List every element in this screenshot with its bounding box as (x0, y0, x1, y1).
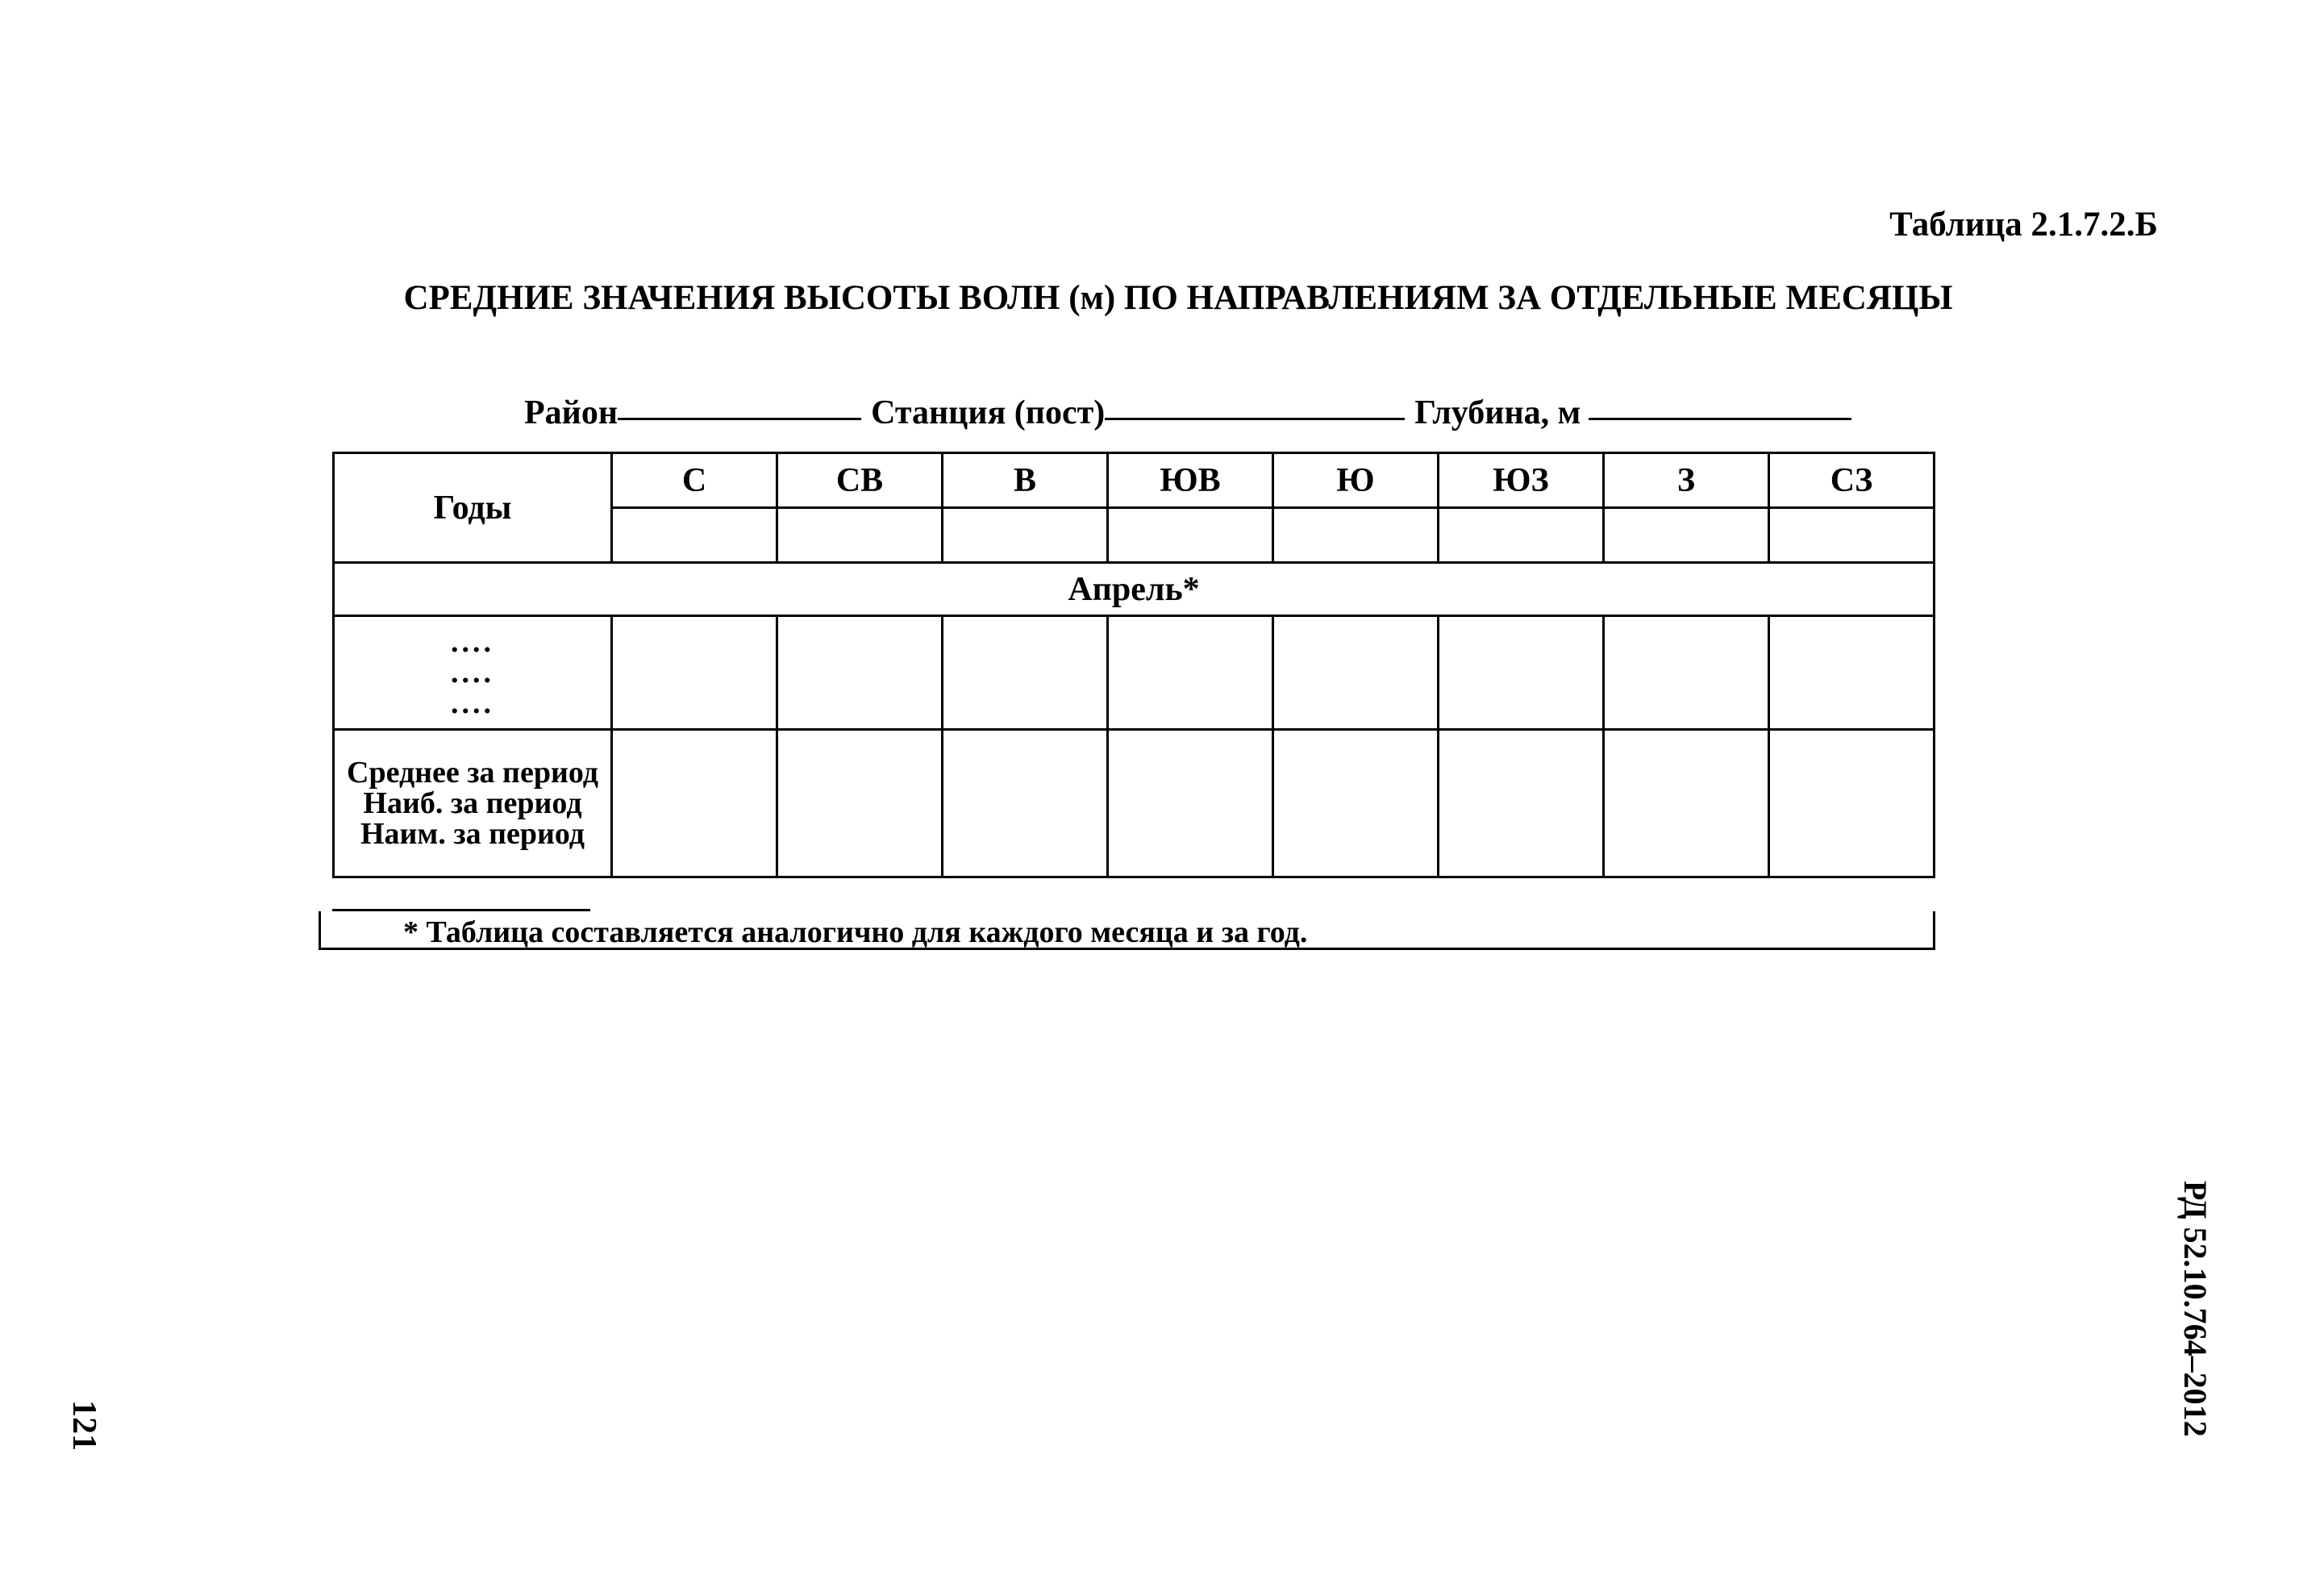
wave-height-table (332, 452, 1935, 878)
table-number: Таблица 2.1.7.2.Б (1889, 206, 2158, 244)
empty-cell (1439, 616, 1604, 730)
empty-cell (943, 616, 1108, 730)
empty-cell (612, 730, 777, 877)
years-header: Годы (334, 453, 612, 563)
station-label: Станция (пост) (871, 394, 1106, 431)
footnote-separator (332, 909, 590, 911)
empty-cell (1108, 730, 1273, 877)
empty-cell (1604, 730, 1769, 877)
directions-header-row (334, 453, 1935, 508)
direction-header: СВ (777, 453, 943, 508)
ellipsis: .... (451, 686, 494, 720)
years-data-row (334, 616, 1935, 730)
direction-header: Ю (1273, 453, 1439, 508)
empty-cell (777, 616, 943, 730)
empty-cell (1604, 616, 1769, 730)
empty-cell (612, 616, 777, 730)
empty-cell (943, 730, 1108, 877)
document-code: РД 52.10.764–2012 (2177, 1181, 2214, 1437)
direction-header: С (612, 453, 777, 508)
footnote: * Таблица составляется аналогично для каждого месяца и за год. (403, 915, 1308, 949)
empty-cell (1769, 616, 1935, 730)
empty-cell (1439, 730, 1604, 877)
month-row (334, 563, 1935, 616)
empty-cell (1273, 616, 1439, 730)
empty-cell (1439, 508, 1604, 563)
stat-max-label: Наиб. за период (363, 786, 582, 820)
direction-header: СЗ (1769, 453, 1935, 508)
empty-cell (1769, 730, 1935, 877)
stat-min-label: Наим. за период (360, 817, 585, 851)
direction-header: ЮВ (1108, 453, 1273, 508)
depth-label: Глубина, м (1414, 394, 1581, 431)
ellipsis: .... (451, 625, 494, 659)
table-title: СРЕДНИЕ ЗНАЧЕНИЯ ВЫСОТЫ ВОЛН (м) ПО НАПРАВЛЕНИЯМ ЗА ОТДЕЛЬНЫЕ МЕСЯЦЫ (403, 279, 1953, 317)
region-blank-line (618, 417, 861, 420)
month-label: Апрель* (334, 563, 1935, 616)
region-label: Район (524, 394, 618, 431)
page-number: 121 (65, 1400, 102, 1451)
empty-cell (1273, 730, 1439, 877)
stats-row (334, 730, 1935, 877)
direction-header: В (943, 453, 1108, 508)
empty-cell (1273, 508, 1439, 563)
stats-labels-cell (334, 730, 612, 877)
stat-mean-label: Среднее за период (347, 756, 598, 790)
empty-cell (1108, 508, 1273, 563)
direction-header: ЮЗ (1439, 453, 1604, 508)
depth-blank-line (1589, 417, 1851, 420)
form-fields-row (524, 394, 1851, 432)
empty-cell (777, 508, 943, 563)
station-blank-line (1105, 417, 1405, 420)
ellipsis: .... (451, 656, 494, 690)
empty-cell (612, 508, 777, 563)
empty-cell (777, 730, 943, 877)
empty-cell (943, 508, 1108, 563)
empty-cell (1769, 508, 1935, 563)
empty-cell (1604, 508, 1769, 563)
years-ellipsis-cell (334, 616, 612, 730)
direction-header: З (1604, 453, 1769, 508)
empty-cell (1108, 616, 1273, 730)
